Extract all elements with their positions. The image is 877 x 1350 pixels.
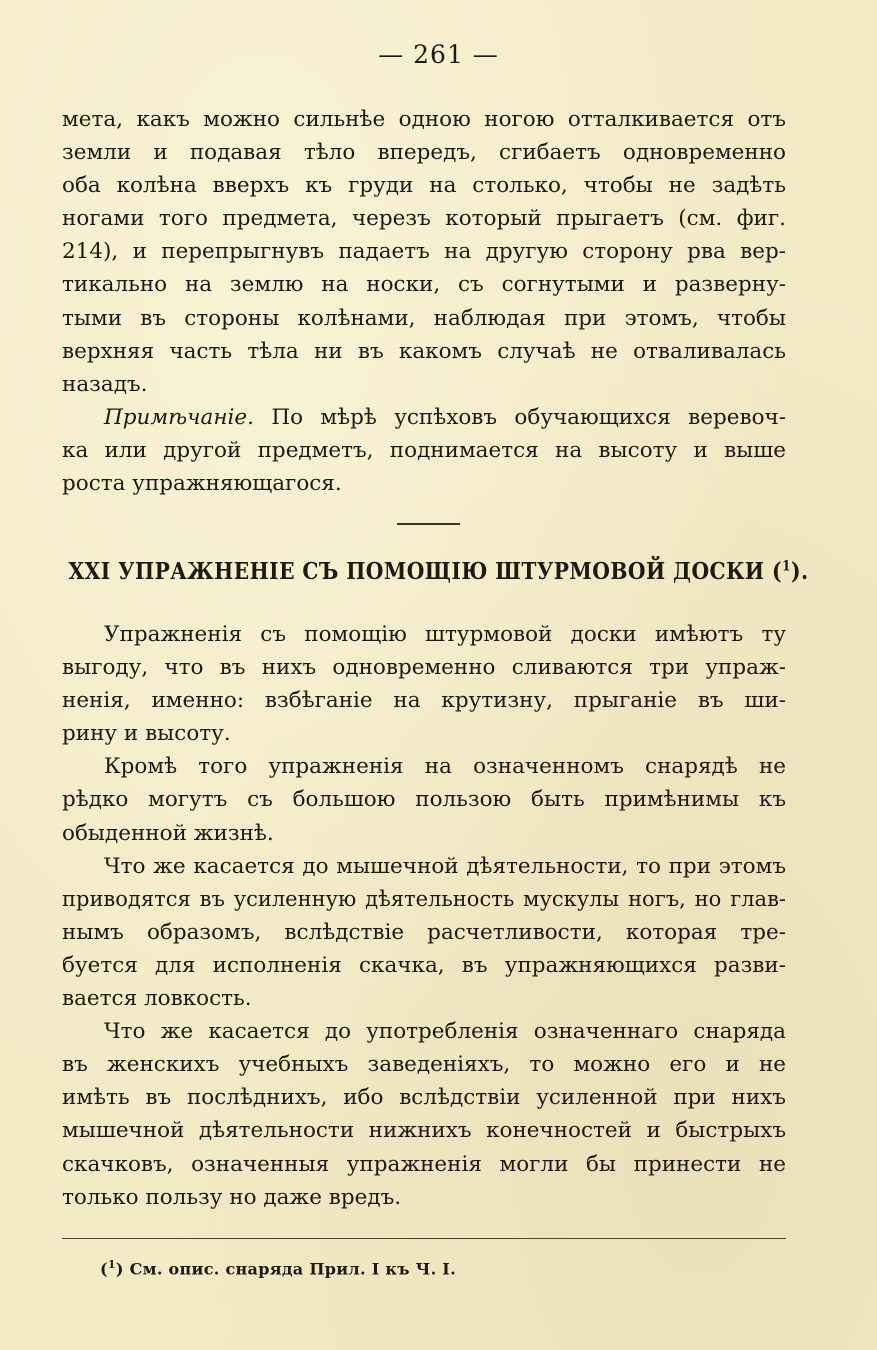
text-line: рѣдко могутъ съ большою пользою быть примѣнимы къ (62, 787, 786, 813)
text-line: въ женскихъ учебныхъ заведеніяхъ, то можно его и не (62, 1052, 786, 1078)
text-line: 214), и перепрыгнувъ падаетъ на другую сторону рва вер- (62, 239, 786, 265)
text-line: буется для исполненія скачка, въ упражняющихся разви- (62, 952, 786, 978)
text-line: выгоду, что въ нихъ одновременно сливаются три упраж- (62, 655, 786, 681)
text-line: рину и высоту. (62, 721, 231, 747)
text-line: тыми въ стороны колѣнами, наблюдая при этомъ, чтобы (62, 305, 786, 331)
text-line: Что же касается до мышечной дѣятельности, то при этомъ (104, 853, 786, 879)
text-line: Что же касается до употребленія означеннаго снаряда (104, 1019, 786, 1045)
text-line: мета, какъ можно сильнѣе одною ногою отталкивается отъ (62, 107, 786, 132)
text-line: Кромѣ того упражненія на означенномъ снарядѣ не (104, 754, 786, 780)
footnote: ($^1$) См. опис. снаряда Прил. I къ Ч. I. (100, 1258, 456, 1279)
text-line: ногами того предмета, черезъ который прыгаетъ (см. фиг. (62, 206, 786, 232)
text-line: земли и подавая тѣло впередъ, сгибаетъ одновременно (62, 140, 786, 166)
section-body (62, 618, 786, 1214)
page-number: — 261 — (378, 40, 499, 69)
text-line: мышечной дѣятельности нижнихъ конечностей и быстрыхъ (62, 1118, 786, 1144)
text-line: обыденной жизнѣ. (62, 820, 274, 846)
text-line: тикально на землю на носки, съ согнутыми и разверну- (62, 272, 786, 298)
note-term: Примѣчаніе. (104, 404, 254, 430)
text-line: только пользу но даже вредъ. (62, 1184, 402, 1210)
note-line (62, 401, 786, 434)
text-line: приводятся въ усиленную дѣятельность мускулы ногъ, но глав- (62, 886, 786, 911)
text-line: назадъ. (62, 371, 148, 397)
text-line: Упражненія съ помощію штурмовой доски имѣютъ ту (104, 622, 786, 647)
text-line: вается ловкость. (62, 986, 252, 1012)
section-divider (397, 523, 460, 525)
footnote-mark: 1 (107, 1258, 116, 1271)
footnote-rule (62, 1238, 786, 1239)
heading-text: XXI УПРАЖНЕНІЕ СЪ ПОМОЩІЮ ШТУРМОВОЙ ДОСКИ ( (68, 558, 782, 585)
text-line: нымъ образомъ, вслѣдствіе расчетливости, которая тре- (62, 919, 786, 945)
heading-footnote-mark: 1 (781, 558, 792, 575)
text-line: имѣть въ послѣднихъ, ибо вслѣдствіи усиленной при нихъ (62, 1085, 786, 1111)
section-heading (53, 558, 825, 585)
paragraph-continued (62, 103, 786, 500)
heading-tail: ). (791, 558, 809, 585)
text-line: верхняя часть тѣла ни въ какомъ случаѣ не отваливалась (62, 338, 786, 364)
footnote-text: ) См. опис. снаряда Прил. I къ Ч. I. (115, 1259, 456, 1279)
text-line: скачковъ, означенныя упражненія могли бы принести не (62, 1151, 786, 1177)
note-text: По мѣрѣ успѣховъ обучающихся веревоч- (253, 404, 786, 430)
text-line: оба колѣна вверхъ къ груди на столько, чтобы не задѣть (62, 173, 786, 199)
note-line: ка или другой предметъ, поднимается на высоту и выше (62, 437, 786, 463)
note-line: роста упражняющагося. (62, 471, 342, 497)
text-line: ненія, именно: взбѣганіе на крутизну, прыганіе въ ши- (62, 688, 786, 714)
